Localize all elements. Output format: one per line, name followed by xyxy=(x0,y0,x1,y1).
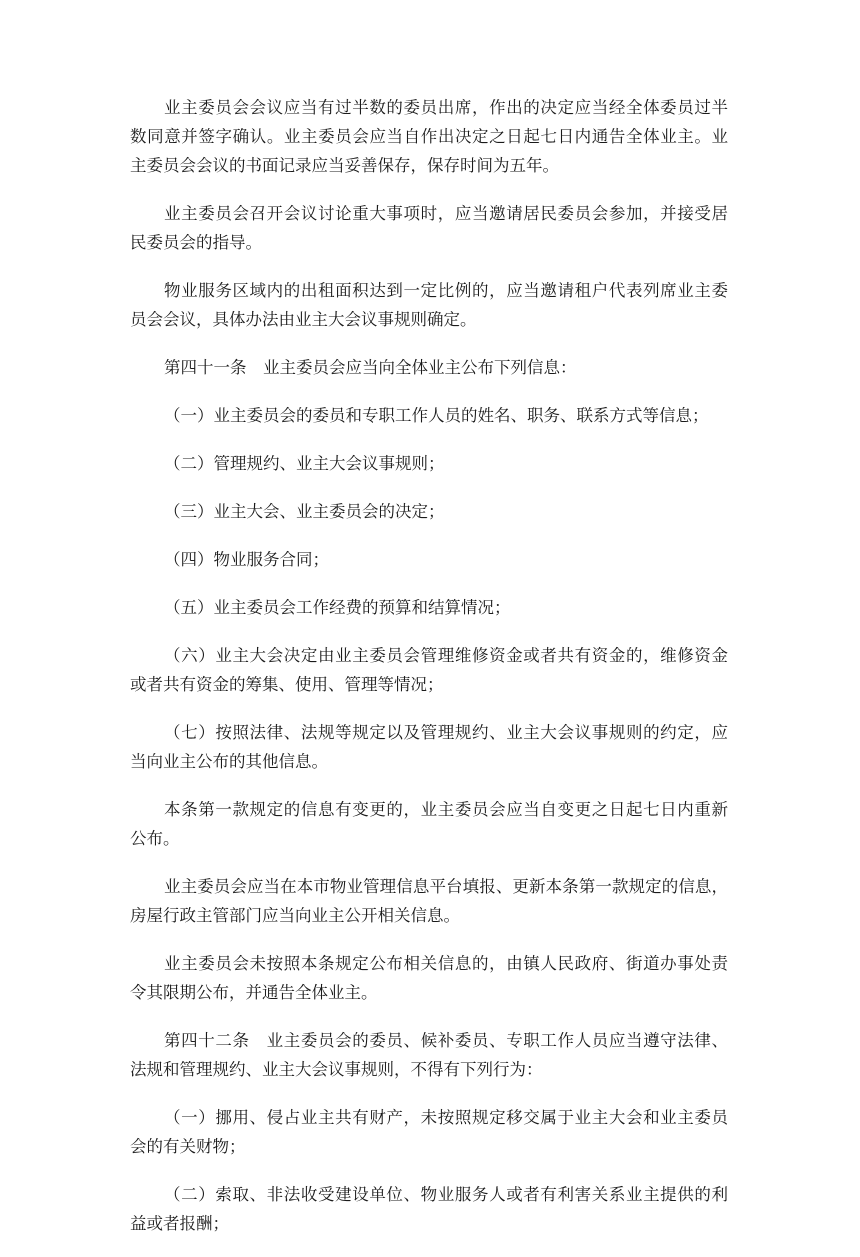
paragraph-line: 本条第一款规定的信息有变更的，业主委员会应当自变更之日起七日内重新 xyxy=(164,800,728,819)
paragraph-line: （二）索取、非法收受建设单位、物业服务人或者有利害关系业主提供的利 xyxy=(164,1185,728,1204)
paragraph xyxy=(130,641,728,699)
paragraph xyxy=(130,497,728,526)
paragraph xyxy=(130,949,728,1007)
paragraph-line: 民委员会的指导。 xyxy=(130,233,262,252)
paragraph-line: 当向业主公布的其他信息。 xyxy=(130,752,328,771)
paragraph xyxy=(130,1103,728,1161)
paragraph-line: 会的有关财物； xyxy=(130,1137,246,1156)
paragraph-line: 益或者报酬； xyxy=(130,1214,229,1233)
document-page xyxy=(130,93,728,1257)
paragraph-line: 员会会议，具体办法由业主大会议事规则确定。 xyxy=(130,310,477,329)
paragraph xyxy=(130,1180,728,1238)
paragraph-line: （七）按照法律、法规等规定以及管理规约、业主大会议事规则的约定，应 xyxy=(164,723,728,742)
paragraph-line: 业主委员会应当在本市物业管理信息平台填报、更新本条第一款规定的信息， xyxy=(164,877,728,896)
paragraph-line: （五）业主委员会工作经费的预算和结算情况； xyxy=(164,598,511,617)
paragraph-line: 第四十一条 业主委员会应当向全体业主公布下列信息： xyxy=(164,358,577,377)
paragraph-line: 主委员会会议的书面记录应当妥善保存，保存时间为五年。 xyxy=(130,156,559,175)
paragraph-line: （三）业主大会、业主委员会的决定； xyxy=(164,502,445,521)
paragraph xyxy=(130,795,728,853)
paragraph-line: （一）业主委员会的委员和专职工作人员的姓名、职务、联系方式等信息； xyxy=(164,406,709,425)
paragraph-line: （二）管理规约、业主大会议事规则； xyxy=(164,454,445,473)
paragraph-line: （一）挪用、侵占业主共有财产，未按照规定移交属于业主大会和业主委员 xyxy=(164,1108,728,1127)
paragraph-line: 或者共有资金的筹集、使用、管理等情况； xyxy=(130,675,444,694)
paragraph xyxy=(130,276,728,334)
paragraph xyxy=(130,93,728,180)
paragraph xyxy=(130,401,728,430)
paragraph-line: 房屋行政主管部门应当向业主公开相关信息。 xyxy=(130,906,460,925)
paragraph-line: 业主委员会会议应当有过半数的委员出席，作出的决定应当经全体委员过半 xyxy=(164,98,728,117)
paragraph-line: 令其限期公布，并通告全体业主。 xyxy=(130,983,378,1002)
paragraph xyxy=(130,545,728,574)
paragraph xyxy=(130,353,728,382)
paragraph-line: 物业服务区域内的出租面积达到一定比例的，应当邀请租户代表列席业主委 xyxy=(164,281,728,300)
paragraph-line: （六）业主大会决定由业主委员会管理维修资金或者共有资金的，维修资金 xyxy=(164,646,728,665)
paragraph-line: 数同意并签字确认。业主委员会应当自作出决定之日起七日内通告全体业主。业 xyxy=(130,127,728,146)
paragraph xyxy=(130,718,728,776)
paragraph-line: 业主委员会召开会议讨论重大事项时，应当邀请居民委员会参加，并接受居 xyxy=(164,204,728,223)
paragraph-line: 法规和管理规约、业主大会议事规则，不得有下列行为： xyxy=(130,1060,543,1079)
paragraph-line: （四）物业服务合同； xyxy=(164,550,329,569)
paragraph xyxy=(130,593,728,622)
paragraph-line: 公布。 xyxy=(130,829,180,848)
paragraph-line: 业主委员会未按照本条规定公布相关信息的，由镇人民政府、街道办事处责 xyxy=(164,954,728,973)
paragraph-line: 第四十二条 业主委员会的委员、候补委员、专职工作人员应当遵守法律、 xyxy=(164,1031,728,1050)
paragraph xyxy=(130,199,728,257)
paragraph xyxy=(130,872,728,930)
paragraph xyxy=(130,1026,728,1084)
paragraph xyxy=(130,449,728,478)
